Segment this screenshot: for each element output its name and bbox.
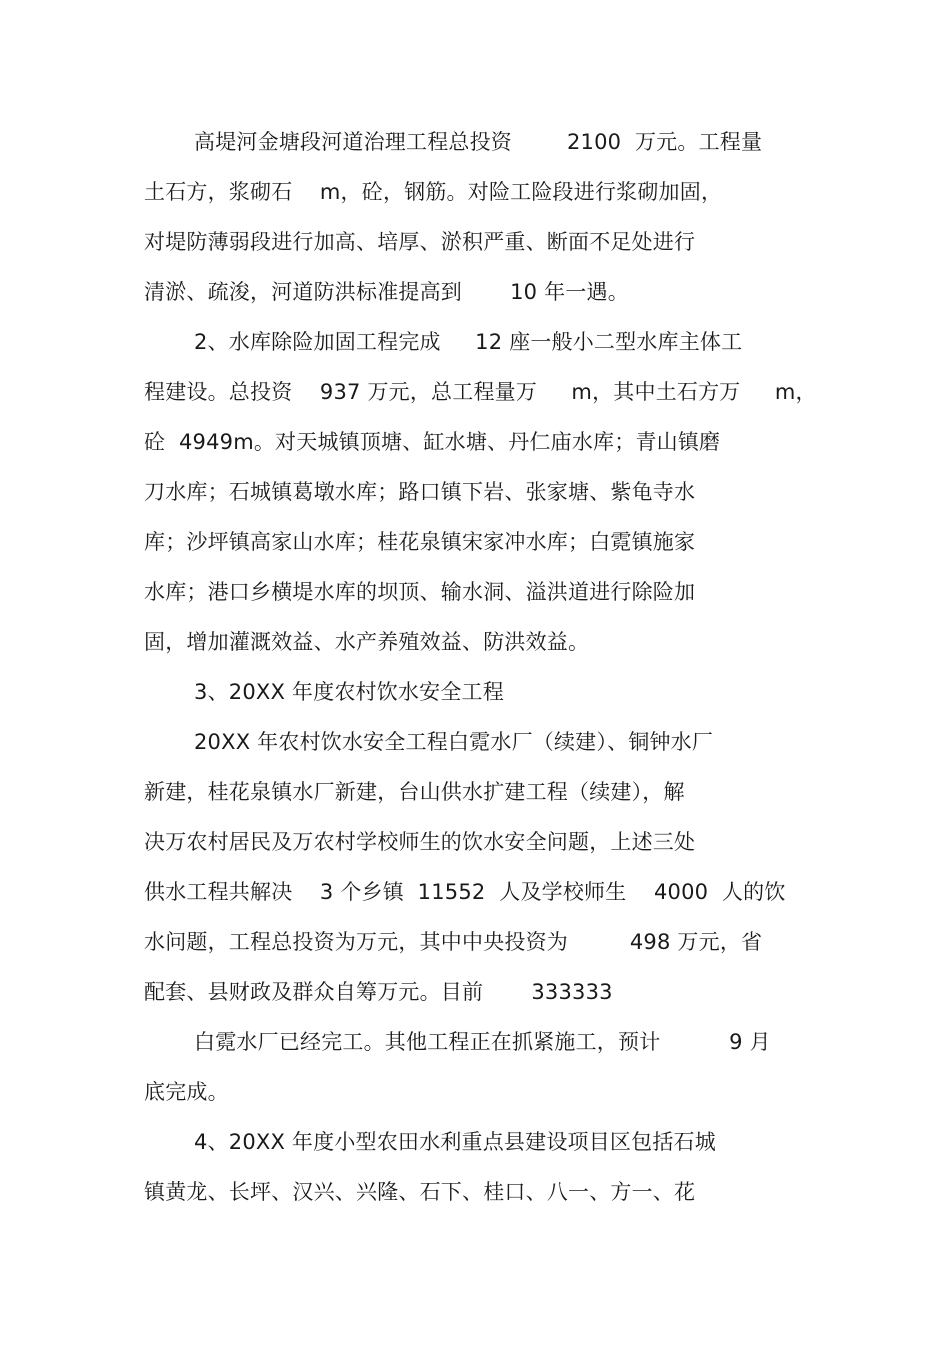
text-line: 固，增加灌溉效益、水产养殖效益、防洪效益。	[144, 630, 590, 654]
text-line: 2、水库除险加固工程完成 12 座一般小二型水库主体工	[194, 330, 743, 354]
text-line: 砼 4949m。对天城镇顶塘、缸水塘、丹仁庙水库；青山镇磨	[144, 430, 721, 454]
section-heading: 3、20XX 年度农村饮水安全工程	[194, 680, 504, 704]
text-line: 配套、县财政及群众自筹万元。目前 333333	[144, 980, 613, 1004]
text-line: 库；沙坪镇高家山水库；桂花泉镇宋家冲水库；白霓镇施家	[144, 530, 696, 554]
text-line: 白霓水厂已经完工。其他工程正在抓紧施工，预计 9 月	[194, 1030, 771, 1054]
text-line: 土石方，浆砌石 m，砼，钢筋。对险工险段进行浆砌加固，	[144, 180, 723, 204]
text-line: 水问题，工程总投资为万元，其中中央投资为 498 万元，省	[144, 930, 763, 954]
text-line: 程建设。总投资 937 万元，总工程量万 m，其中土石方万 m，	[144, 380, 817, 404]
text-line: 水库；港口乡横堤水库的坝顶、输水洞、溢洪道进行除险加	[144, 580, 696, 604]
text-line: 刀水库；石城镇葛墩水库；路口镇下岩、张家塘、紫龟寺水	[144, 480, 696, 504]
text-line: 镇黄龙、长坪、汉兴、兴隆、石下、桂口、八一、方一、花	[144, 1180, 696, 1204]
text-line: 新建，桂花泉镇水厂新建，台山供水扩建工程（续建），解	[144, 780, 685, 804]
text-line: 对堤防薄弱段进行加高、培厚、淤积严重、断面不足处进行	[144, 230, 696, 254]
text-line: 20XX 年农村饮水安全工程白霓水厂（续建）、铜钟水厂	[194, 730, 714, 754]
text-line: 决万农村居民及万农村学校师生的饮水安全问题，上述三处	[144, 830, 696, 854]
text-line: 底完成。	[144, 1080, 229, 1104]
text-line: 高堤河金塘段河道治理工程总投资 2100 万元。工程量	[194, 130, 763, 154]
text-line: 清淤、疏浚，河道防洪标准提高到 10 年一遇。	[144, 280, 629, 304]
text-line: 4、20XX 年度小型农田水利重点县建设项目区包括石城	[194, 1130, 716, 1154]
text-line: 供水工程共解决 3 个乡镇 11552 人及学校师生 4000 人的饮	[144, 880, 786, 904]
